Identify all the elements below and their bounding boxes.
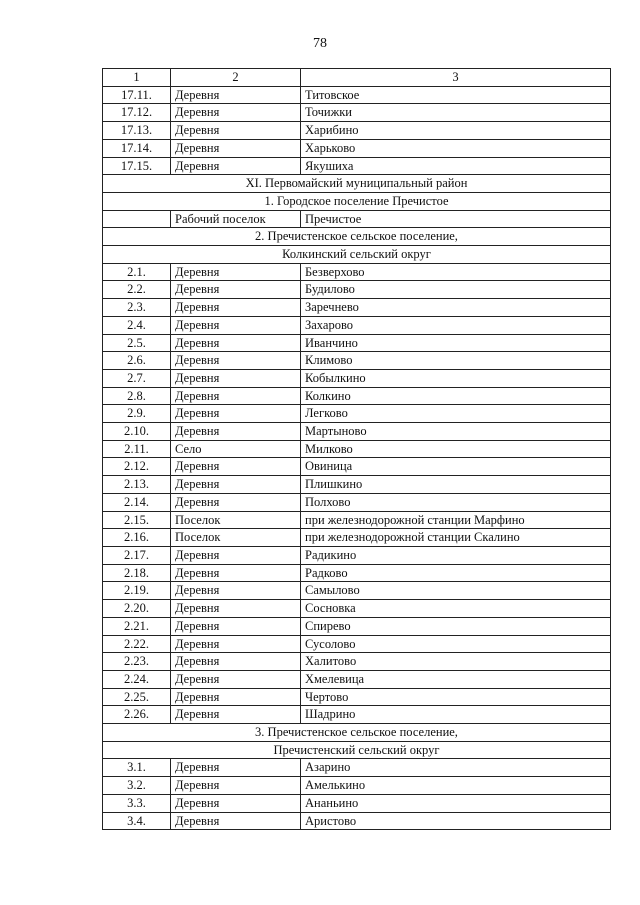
table-row [103,706,611,724]
table-row [103,564,611,582]
settlement-type: Деревня [171,387,301,405]
column-header-name: 3 [301,69,611,87]
settlement-name: Харибино [301,122,611,140]
table-row [103,476,611,494]
settlement-type: Деревня [171,564,301,582]
row-number: 17.11. [103,86,171,104]
row-number: 3.2. [103,777,171,795]
settlement-type: Деревня [171,104,301,122]
section-heading: 2. Пречистенское сельское поселение, [103,228,611,246]
settlement-type: Село [171,440,301,458]
table-row [103,529,611,547]
section-heading: 1. Городское поселение Пречистое [103,192,611,210]
table-row [103,263,611,281]
settlement-name: Точижки [301,104,611,122]
settlement-name: Мартыново [301,423,611,441]
settlement-name: Безверхово [301,263,611,281]
row-number: 17.14. [103,139,171,157]
section-heading: Колкинский сельский округ [103,246,611,264]
settlement-name: Ананьино [301,794,611,812]
row-number: 2.21. [103,617,171,635]
table-row [103,352,611,370]
settlement-type: Деревня [171,334,301,352]
settlement-name: Плишкино [301,476,611,494]
table-row [103,405,611,423]
settlement-type: Деревня [171,617,301,635]
table-row [103,299,611,317]
table-row [103,777,611,795]
settlement-name: Спирево [301,617,611,635]
row-number: 17.15. [103,157,171,175]
settlement-name: Самылово [301,582,611,600]
settlement-name: Азарино [301,759,611,777]
settlement-type: Деревня [171,369,301,387]
table-row [103,759,611,777]
settlement-type: Деревня [171,582,301,600]
settlement-type: Деревня [171,458,301,476]
table-row [103,423,611,441]
settlement-name: Чертово [301,688,611,706]
settlement-name: Аристово [301,812,611,830]
settlement-name: Титовское [301,86,611,104]
settlement-type: Деревня [171,316,301,334]
settlement-name: Сусолово [301,635,611,653]
table-row [103,511,611,529]
settlement-type: Деревня [171,423,301,441]
section-heading-row [103,228,611,246]
settlement-name: при железнодорожной станции Скалино [301,529,611,547]
row-number: 2.26. [103,706,171,724]
settlement-type: Поселок [171,511,301,529]
table-row [103,369,611,387]
settlement-type: Деревня [171,688,301,706]
settlement-name: Хмелевица [301,670,611,688]
settlement-type: Деревня [171,493,301,511]
settlement-type: Деревня [171,635,301,653]
settlement-type: Деревня [171,263,301,281]
row-number: 2.12. [103,458,171,476]
row-number: 2.6. [103,352,171,370]
table-row [103,617,611,635]
table-row [103,334,611,352]
table-row [103,794,611,812]
settlement-type: Деревня [171,476,301,494]
settlement-name: Радково [301,564,611,582]
table-row [103,812,611,830]
row-number: 2.3. [103,299,171,317]
table-row [103,387,611,405]
settlement-name: Кобылкино [301,369,611,387]
settlement-name: Пречистое [301,210,611,228]
settlement-name: Милково [301,440,611,458]
table-row [103,104,611,122]
settlement-name: Амелькино [301,777,611,795]
row-number: 17.12. [103,104,171,122]
settlement-type: Поселок [171,529,301,547]
row-number: 2.7. [103,369,171,387]
row-number: 2.22. [103,635,171,653]
row-number: 17.13. [103,122,171,140]
row-number: 2.10. [103,423,171,441]
table-row [103,670,611,688]
section-heading-row [103,741,611,759]
table-row [103,86,611,104]
settlement-type: Деревня [171,706,301,724]
table-row [103,440,611,458]
row-number: 2.18. [103,564,171,582]
settlement-type: Деревня [171,86,301,104]
row-number: 2.24. [103,670,171,688]
page-number: 78 [313,36,327,51]
row-number: 2.8. [103,387,171,405]
row-number: 2.1. [103,263,171,281]
settlement-type: Деревня [171,759,301,777]
section-heading-row [103,246,611,264]
row-number: 2.2. [103,281,171,299]
row-number: 2.13. [103,476,171,494]
settlement-type: Деревня [171,546,301,564]
settlement-name: Захарово [301,316,611,334]
section-heading: XI. Первомайский муниципальный район [103,175,611,193]
column-header-row [103,69,611,87]
row-number [103,210,171,228]
table-row [103,493,611,511]
row-number: 2.19. [103,582,171,600]
row-number: 2.15. [103,511,171,529]
row-number: 3.3. [103,794,171,812]
settlement-type: Деревня [171,794,301,812]
settlement-name: Сосновка [301,600,611,618]
row-number: 2.9. [103,405,171,423]
settlement-name: Иванчино [301,334,611,352]
row-number: 2.11. [103,440,171,458]
column-header-number: 1 [103,69,171,87]
table-row [103,635,611,653]
settlement-name: при железнодорожной станции Марфино [301,511,611,529]
settlement-name: Легково [301,405,611,423]
section-heading-row [103,175,611,193]
row-number: 2.5. [103,334,171,352]
row-number: 2.23. [103,653,171,671]
table-row [103,122,611,140]
settlement-name: Харьково [301,139,611,157]
table-row [103,157,611,175]
table-row [103,210,611,228]
table-row [103,582,611,600]
settlements-table [102,68,611,830]
settlement-type: Деревня [171,122,301,140]
column-header-type: 2 [171,69,301,87]
table-row [103,688,611,706]
section-heading: 3. Пречистенское сельское поселение, [103,724,611,742]
section-heading: Пречистенский сельский округ [103,741,611,759]
table-row [103,139,611,157]
table-row [103,281,611,299]
row-number: 2.16. [103,529,171,547]
settlement-name: Климово [301,352,611,370]
settlement-type: Деревня [171,157,301,175]
settlement-type: Деревня [171,670,301,688]
section-heading-row [103,192,611,210]
table-row [103,316,611,334]
section-heading-row [103,724,611,742]
row-number: 2.14. [103,493,171,511]
row-number: 3.4. [103,812,171,830]
table-row [103,600,611,618]
settlement-name: Халитово [301,653,611,671]
table-row [103,546,611,564]
settlement-name: Шадрино [301,706,611,724]
settlement-type: Деревня [171,600,301,618]
settlement-type: Деревня [171,299,301,317]
settlement-name: Колкино [301,387,611,405]
row-number: 2.25. [103,688,171,706]
settlement-type: Деревня [171,405,301,423]
settlement-type: Рабочий поселок [171,210,301,228]
settlement-name: Будилово [301,281,611,299]
settlement-name: Овиница [301,458,611,476]
settlement-type: Деревня [171,812,301,830]
table-body [103,69,611,830]
table-row [103,653,611,671]
table-row [103,458,611,476]
settlement-name: Полхово [301,493,611,511]
settlement-type: Деревня [171,777,301,795]
settlement-name: Радикино [301,546,611,564]
row-number: 2.20. [103,600,171,618]
settlement-name: Якушиха [301,157,611,175]
row-number: 2.17. [103,546,171,564]
settlement-name: Заречнево [301,299,611,317]
settlement-type: Деревня [171,139,301,157]
settlement-type: Деревня [171,653,301,671]
row-number: 2.4. [103,316,171,334]
settlement-type: Деревня [171,281,301,299]
settlement-type: Деревня [171,352,301,370]
row-number: 3.1. [103,759,171,777]
